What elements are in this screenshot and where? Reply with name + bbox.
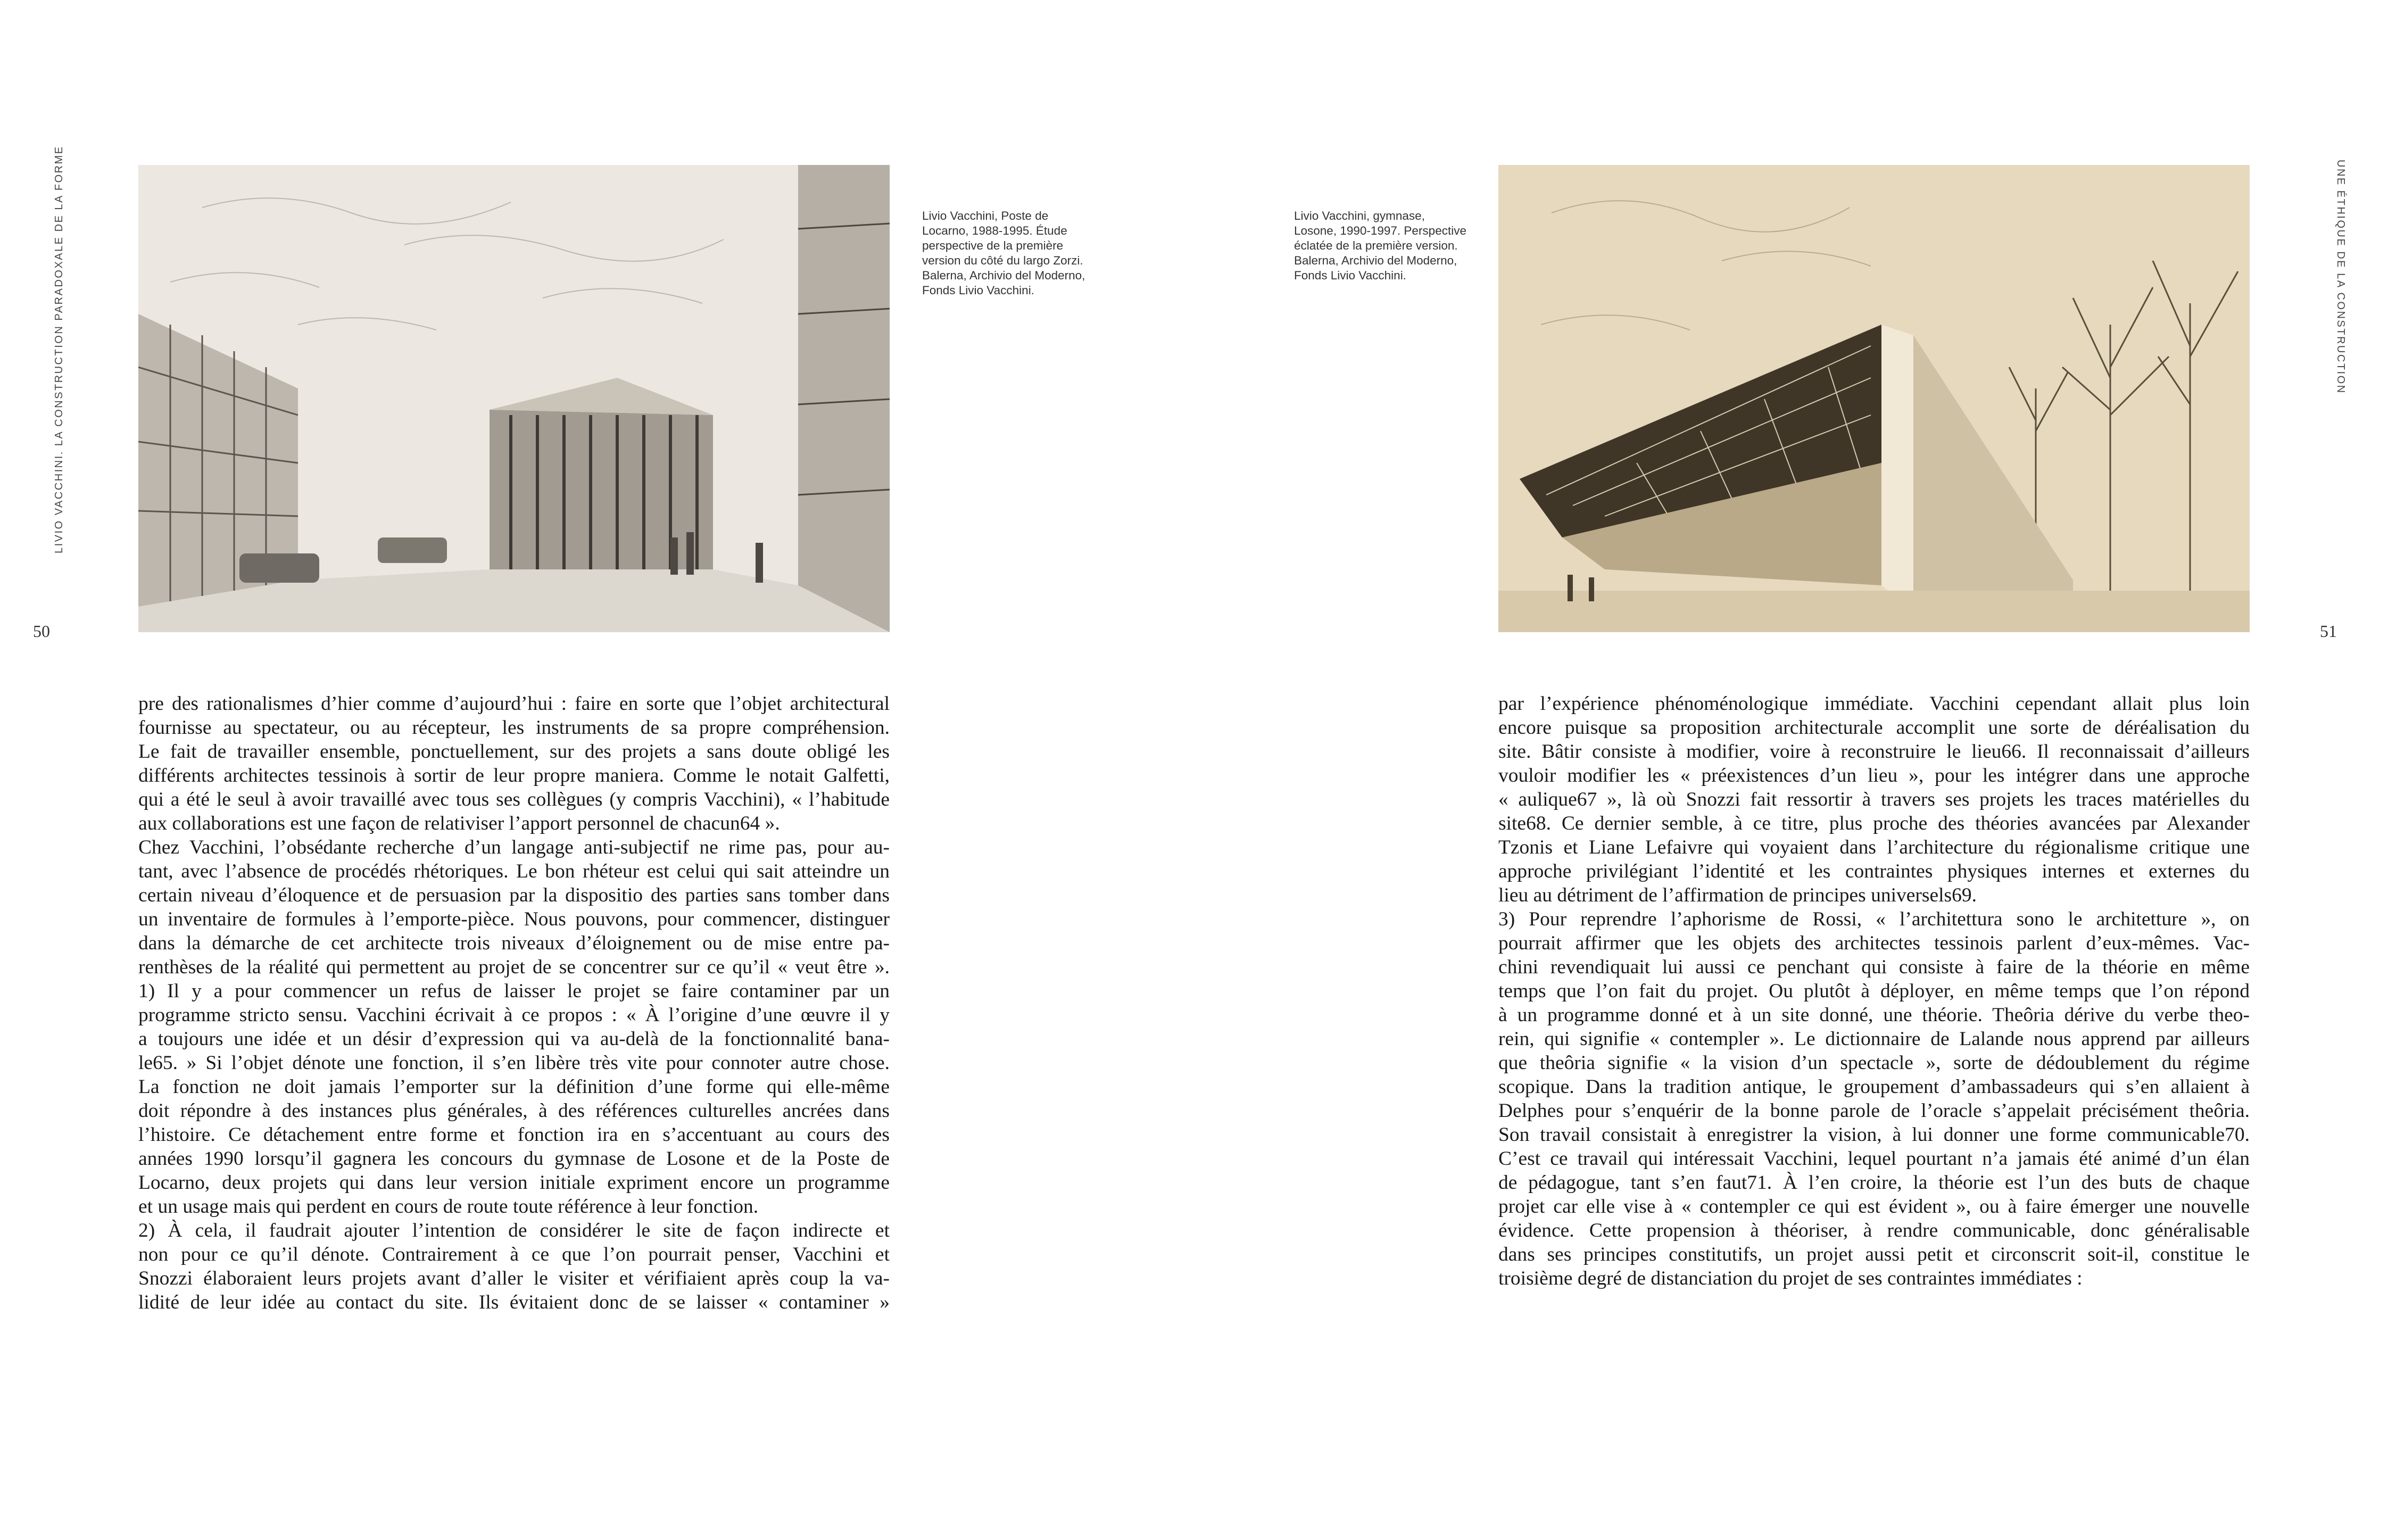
text-line: rein, qui signifie « contempler ». Le dictionnaire de Lalande nous apprend par ailleurs bbox=[1498, 1028, 2250, 1050]
text-line: 3) Pour reprendre l’aphorisme de Rossi, « l’architettura sono le architetture », on bbox=[1498, 908, 2250, 930]
text-line: tant, avec l’absence de procédés rhétoriques. Le bon rhéteur est celui qui sait atteindre un bbox=[138, 860, 890, 882]
text-line: approche privilégiant l’identité et les contraintes physiques internes et externes du bbox=[1498, 860, 2250, 882]
text-line: Le fait de travailler ensemble, ponctuellement, sur des projets a sans doute obligé les bbox=[138, 741, 890, 763]
running-head-right: UNE ÉTHIQUE DE LA CONSTRUCTION bbox=[2335, 160, 2346, 394]
text-line: Snozzi élaboraient leurs projets avant d’aller le visiter et vérifiaient après coup la va- bbox=[138, 1268, 890, 1289]
text-line: lidité de leur idée au contact du site. Ils évitaient donc de se laisser « contaminer » bbox=[138, 1291, 890, 1313]
text-line: aux collaborations est une façon de relativiser l’apport personnel de chacun64 ». bbox=[138, 813, 780, 834]
text-line: C’est ce travail qui intéressait Vacchini, lequel pourtant n’a jamais été animé d’un élan bbox=[1498, 1148, 2250, 1170]
figure-losone-gymnasium bbox=[1498, 165, 2250, 632]
figure-locarno-post-office bbox=[138, 165, 890, 632]
text-line: différents architectes tessinois à sortir de leur propre maniera. Comme le notait Galfetti, bbox=[138, 765, 890, 786]
text-line: un inventaire de formules à l’emporte-pièce. Nous pouvons, pour commencer, distinguer bbox=[138, 908, 890, 930]
text-line: Tzonis et Liane Lefaivre qui voyaient dans l’architecture du régionalisme critique une bbox=[1498, 837, 2250, 858]
text-line: que theôria signifie « la vision d’un spectacle », sorte de dédoublement du régime bbox=[1498, 1052, 2250, 1074]
text-line: vouloir modifier les « préexistences d’un lieu », pour les intégrer dans une approche bbox=[1498, 765, 2250, 786]
text-line: non pour ce qu’il dénote. Contrairement à ce que l’on pourrait penser, Vacchini et bbox=[138, 1244, 890, 1265]
text-line: site. Bâtir consiste à modifier, voire à reconstruire le lieu66. Il reconnaissait d’ailleurs bbox=[1498, 741, 2250, 763]
caption-right-figure: Livio Vacchini, gymnase, Losone, 1990-1997. Perspective éclatée de la première version. Balerna, Archivio del Moderno, Fonds Livio Vacchini. bbox=[1294, 209, 1466, 282]
page-number-right: 51 bbox=[2320, 622, 2337, 641]
text-line: 1) Il y a pour commencer un refus de laisser le projet se faire contaminer par un bbox=[138, 980, 890, 1002]
text-line: scopique. Dans la tradition antique, le groupement d’ambassadeurs qui s’en allaient à bbox=[1498, 1076, 2250, 1098]
text-line: encore puisque sa proposition architecturale accomplit une sorte de déréalisation du bbox=[1498, 717, 2250, 739]
text-line: dans ses principes constitutifs, un projet aussi petit et circonscrit soit-il, constitue le bbox=[1498, 1244, 2250, 1265]
text-line: fournisse au spectateur, ou au récepteur, les instruments de sa propre compréhension. bbox=[138, 717, 890, 739]
text-line: 2) À cela, il faudrait ajouter l’intention de considérer le site de façon indirecte et bbox=[138, 1220, 890, 1241]
drawing-locarno-illustration bbox=[138, 165, 890, 632]
text-line: projet car elle vise à « contempler ce qui est évident », ou à faire émerger une nouvelle bbox=[1498, 1196, 2250, 1218]
running-head-left: LIVIO VACCHINI. LA CONSTRUCTION PARADOXALE DE LA FORME bbox=[53, 145, 65, 553]
text-line: et un usage mais qui perdent en cours de route toute référence à leur fonction. bbox=[138, 1196, 759, 1218]
text-line: par l’expérience phénoménologique immédiate. Vacchini cependant allait plus loin bbox=[1498, 693, 2250, 715]
text-line: renthèses de la réalité qui permettent au projet de se concentrer sur ce qu’il « veut être ». bbox=[138, 956, 890, 978]
text-line: Locarno, deux projets qui dans leur version initiale expriment encore un programme bbox=[138, 1172, 890, 1194]
text-line: Chez Vacchini, l’obsédante recherche d’un langage anti-subjectif ne rime pas, pour au- bbox=[138, 837, 890, 858]
text-line: années 1990 lorsqu’il gagnera les concours du gymnase de Losone et de la Poste de bbox=[138, 1148, 890, 1170]
text-line: pre des rationalismes d’hier comme d’aujourd’hui : faire en sorte que l’objet architectural bbox=[138, 693, 890, 715]
caption-left-figure: Livio Vacchini, Poste de Locarno, 1988-1995. Étude perspective de la première version du côté du largo Zorzi. Balerna, Archivio del Moderno, Fonds Livio Vacchini. bbox=[922, 209, 1085, 297]
page-number-left: 50 bbox=[33, 622, 50, 641]
text-line: La fonction ne doit jamais l’emporter sur la définition d’une forme qui elle-même bbox=[138, 1076, 890, 1098]
drawing-losone-illustration bbox=[1498, 165, 2250, 632]
text-line: qui a été le seul à avoir travaillé avec tous ses collègues (y compris Vacchini), « l’habitude bbox=[138, 789, 890, 810]
text-line: à un programme donné et à un site donné, une théorie. Theôria dérive du verbe theo- bbox=[1498, 1004, 2250, 1026]
text-line: Son travail consistait à enregistrer la vision, à lui donner une forme communicable70. bbox=[1498, 1124, 2250, 1146]
text-line: pourrait affirmer que les objets des architectes tessinois parlent d’eux-mêmes. Vac- bbox=[1498, 932, 2250, 954]
text-line: évidence. Cette propension à théoriser, à rendre communicable, donc généralisable bbox=[1498, 1220, 2250, 1241]
text-line: Delphes pour s’enquérir de la bonne parole de l’oracle s’appelait précisément theôria. bbox=[1498, 1100, 2250, 1122]
body-text-left bbox=[138, 692, 890, 1314]
text-line: de pédagogue, tant s’en faut71. À l’en croire, la théorie est l’un des buts de chaque bbox=[1498, 1172, 2250, 1194]
text-line: lieu au détriment de l’affirmation de principes universels69. bbox=[1498, 884, 1977, 906]
text-line: chini revendiquait lui aussi ce penchant qui consiste à faire de la théorie en même bbox=[1498, 956, 2250, 978]
text-line: programme stricto sensu. Vacchini écrivait à ce propos : « À l’origine d’une œuvre il y bbox=[138, 1004, 890, 1026]
text-line: le65. » Si l’objet dénote une fonction, il s’en libère très vite pour connoter autre chose. bbox=[138, 1052, 890, 1074]
text-line: a toujours une idée et un désir d’expression qui va au-delà de la fonctionnalité bana- bbox=[138, 1028, 890, 1050]
body-text-right bbox=[1498, 692, 2250, 1290]
text-line: site68. Ce dernier semble, à ce titre, plus proche des théories avancées par Alexander bbox=[1498, 813, 2250, 834]
text-line: « aulique67 », là où Snozzi fait ressortir à travers ses projets les traces matérielles du bbox=[1498, 789, 2250, 810]
text-line: temps que l’on fait du projet. Ou plutôt à déployer, en même temps que l’on répond bbox=[1498, 980, 2250, 1002]
text-line: troisième degré de distanciation du projet de ses contraintes immédiates : bbox=[1498, 1268, 2083, 1289]
text-line: l’histoire. Ce détachement entre forme et fonction ira en s’accentuant au cours des bbox=[138, 1124, 890, 1146]
text-line: dans la démarche de cet architecte trois niveaux d’éloignement ou de mise entre pa- bbox=[138, 932, 890, 954]
text-line: doit répondre à des instances plus générales, à des références culturelles ancrées dans bbox=[138, 1100, 890, 1122]
text-line: certain niveau d’éloquence et de persuasion par la dispositio des parties sans tomber dans bbox=[138, 884, 890, 906]
